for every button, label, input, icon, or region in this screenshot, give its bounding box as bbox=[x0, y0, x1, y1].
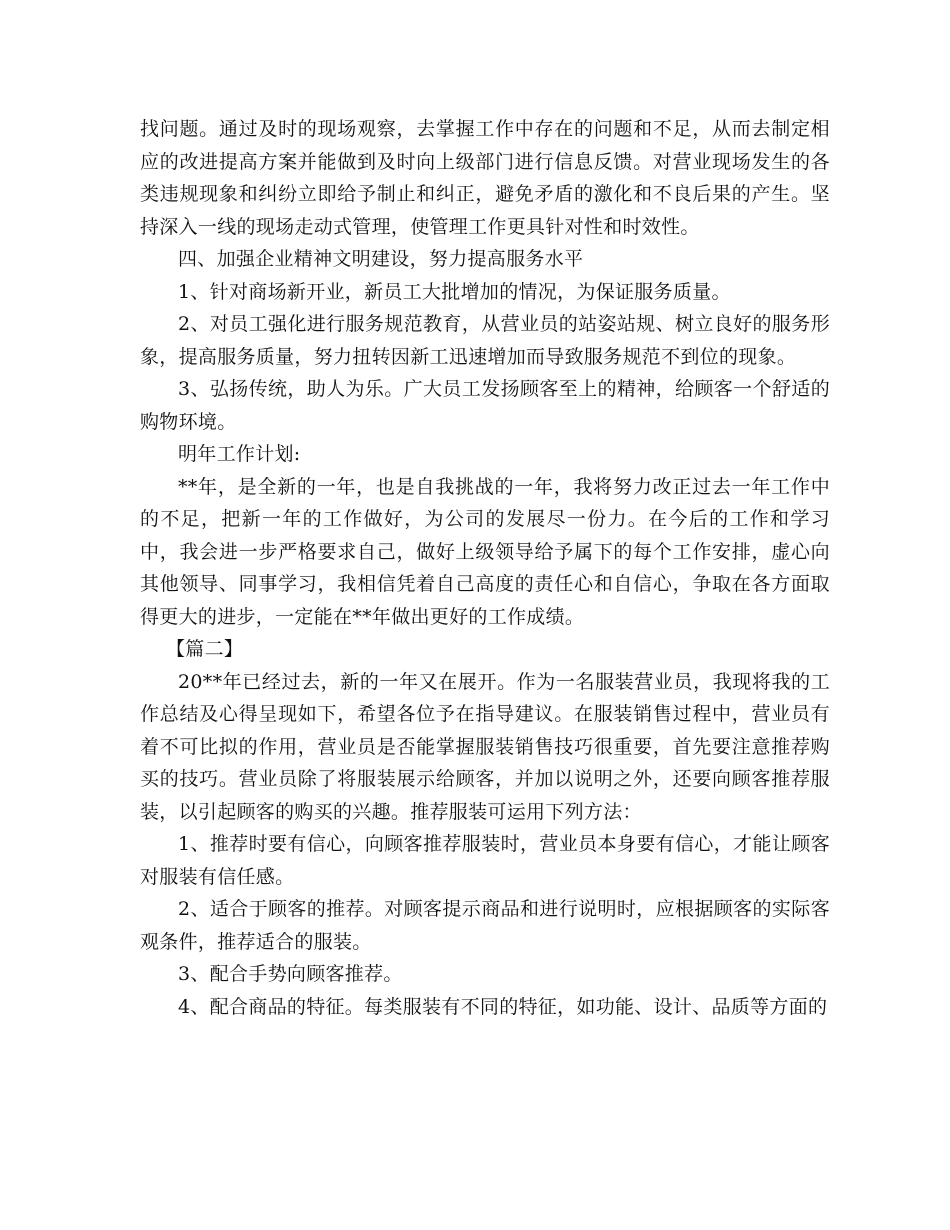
paragraph-part-two-intro: 20**年已经过去，新的一年又在展开。作为一名服装营业员，我现将我的工作总结及心得呈现如下，希望各位予在指导建议。在服装销售过程中，营业员有着不可比拟的作用，营业员是否能掌握服装销售技巧很重要，首先要注意推荐购买的技巧。营业员除了将服装展示给顾客，并加以说明之外，还要向顾客推荐服装，以引起顾客的购买的兴趣。推荐服装可运用下列方法： bbox=[140, 670, 830, 823]
paragraph-next-year: **年，是全新的一年，也是自我挑战的一年，我将努力改正过去一年工作中的不足，把新一年的工作做好，为公司的发展尽一份力。在今后的工作和学习中，我会进一步严格要求自己，做好上级领导给予属下的每个工作安排，虚心向其他领导、同事学习，我相信凭着自己高度的责任心和自信心，争取在各方面取得更大的进步，一定能在**年做出更好的工作成绩。 bbox=[140, 475, 830, 628]
list-item-confidence: 1、推荐时要有信心，向顾客推荐服装时，营业员本身要有信心，才能让顾客对服装有信任感。 bbox=[140, 833, 830, 888]
document-body bbox=[140, 113, 830, 1023]
section-heading-spiritual-civilization: 四、加强企业精神文明建设，努力提高服务水平 bbox=[178, 248, 584, 270]
list-item-gestures: 3、配合手势向顾客推荐。 bbox=[178, 963, 403, 985]
section-heading-next-year-plan: 明年工作计划: bbox=[178, 443, 301, 465]
section-heading-part-two: 【篇二】 bbox=[166, 638, 244, 660]
list-item-service-education: 2、对员工强化进行服务规范教育，从营业员的站姿站规、树立良好的服务形象，提高服务质量，努力扭转因新工迅速增加而导致服务规范不到位的现象。 bbox=[140, 313, 830, 368]
list-item-product-features: 4、配合商品的特征。每类服装有不同的特征，如功能、设计、品质等方面的 bbox=[178, 995, 828, 1018]
list-item-tradition: 3、弘扬传统，助人为乐。广大员工发扬顾客至上的精神，给顾客一个舒适的购物环境。 bbox=[140, 378, 830, 433]
paragraph-problem-finding: 找问题。通过及时的现场观察，去掌握工作中存在的问题和不足，从而去制定相应的改进提高方案并能做到及时向上级部门进行信息反馈。对营业现场发生的各类违规现象和纠纷立即给予制止和纠正，避免矛盾的激化和不良后果的产生。坚持深入一线的现场走动式管理，使管理工作更具针对性和时效性。 bbox=[140, 118, 830, 238]
list-item-new-opening: 1、针对商场新开业，新员工大批增加的情况，为保证服务质量。 bbox=[178, 280, 731, 303]
list-item-suitable-recommendation: 2、适合于顾客的推荐。对顾客提示商品和进行说明时，应根据顾客的实际客观条件，推荐适合的服装。 bbox=[140, 898, 830, 953]
